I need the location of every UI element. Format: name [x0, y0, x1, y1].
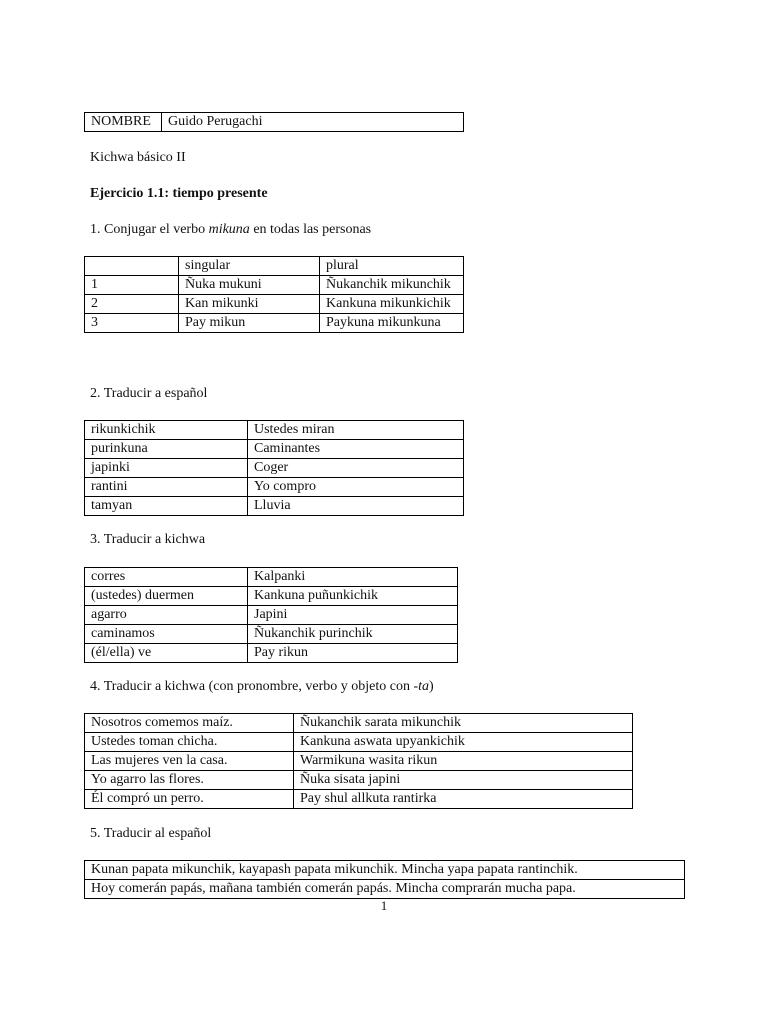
- table-cell: Ñukanchik mikunchik: [320, 276, 464, 295]
- page-number: 1: [380, 898, 388, 913]
- section-4-title: [90, 678, 434, 696]
- table-cell: 1: [85, 276, 179, 295]
- section-3-title: 3. Traducir a kichwa: [90, 532, 206, 547]
- table-cell: (ustedes) duermen: [85, 587, 248, 606]
- table-cell: (él/ella) ve: [85, 644, 248, 663]
- table-row: [85, 587, 458, 606]
- table-row: [85, 714, 633, 733]
- table-cell: Warmikuna wasita rikun: [294, 752, 633, 771]
- section-5-title: 5. Traducir al español: [90, 826, 212, 841]
- section-1-title-post: en todas las personas: [249, 222, 372, 237]
- table-row: [85, 606, 458, 625]
- table-row: [85, 733, 633, 752]
- table-row: [85, 625, 458, 644]
- table-row: [85, 880, 685, 899]
- table-cell: Yo agarro las flores.: [85, 771, 294, 790]
- table-cell: Ñuka mukuni: [179, 276, 320, 295]
- table-cell: caminamos: [85, 625, 248, 644]
- table-cell: Pay shul allkuta rantirka: [294, 790, 633, 809]
- section-1-title: [90, 221, 371, 239]
- table-cell: [85, 257, 179, 276]
- course-title: Kichwa básico II: [90, 150, 186, 165]
- table-cell: Ñukanchik purinchik: [248, 625, 458, 644]
- section-1-verb: mikuna: [208, 222, 250, 237]
- table-cell: Nosotros comemos maíz.: [85, 714, 294, 733]
- table-cell: Japini: [248, 606, 458, 625]
- exercise-title: Ejercicio 1.1: tiempo presente: [90, 186, 268, 201]
- table-cell: Kalpanki: [248, 568, 458, 587]
- table-cell: Paykuna mikunkuna: [320, 314, 464, 333]
- table-row: [85, 752, 633, 771]
- table-cell: Kan mikunki: [179, 295, 320, 314]
- name-table: [84, 112, 464, 132]
- table-cell: tamyan: [85, 497, 248, 516]
- table-cell: Hoy comerán papás, mañana también comerán papás. Mincha comprarán mucha papa.: [85, 880, 685, 899]
- section-4-title-pre: 4. Traducir a kichwa (con pronombre, verbo y objeto con: [90, 679, 414, 694]
- table-cell: corres: [85, 568, 248, 587]
- table-cell: plural: [320, 257, 464, 276]
- table-cell: japinki: [85, 459, 248, 478]
- table-cell: Ustedes miran: [248, 421, 464, 440]
- table-row: [85, 295, 464, 314]
- table-cell: Caminantes: [248, 440, 464, 459]
- table-row: [85, 568, 458, 587]
- table-cell: Kunan papata mikunchik, kayapash papata mikunchik. Mincha yapa papata rantinchik.: [85, 861, 685, 880]
- table-row: [85, 459, 464, 478]
- table-cell: Kankuna puñunkichik: [248, 587, 458, 606]
- table-cell: rantini: [85, 478, 248, 497]
- name-value: Guido Perugachi: [162, 113, 464, 132]
- table-cell: Kankuna aswata upyankichik: [294, 733, 633, 752]
- table-cell: 3: [85, 314, 179, 333]
- table-row: [85, 440, 464, 459]
- table-row: [85, 497, 464, 516]
- section-1-title-pre: 1. Conjugar el verbo: [90, 222, 209, 237]
- table-cell: rikunkichik: [85, 421, 248, 440]
- sentence-translation-table: [84, 713, 633, 809]
- table-row: [85, 644, 458, 663]
- table-cell: 2: [85, 295, 179, 314]
- table-cell: Lluvia: [248, 497, 464, 516]
- translate-to-spanish-table: [84, 420, 464, 516]
- conjugation-table: [84, 256, 464, 333]
- table-row: [85, 314, 464, 333]
- table-row: [85, 771, 633, 790]
- table-cell: Él compró un perro.: [85, 790, 294, 809]
- section-4-title-post: ): [429, 679, 434, 694]
- table-row: [85, 421, 464, 440]
- table-cell: Kankuna mikunkichik: [320, 295, 464, 314]
- table-row: [85, 790, 633, 809]
- table-cell: Ustedes toman chicha.: [85, 733, 294, 752]
- paragraph-translation-table: [84, 860, 685, 899]
- table-cell: Ñukanchik sarata mikunchik: [294, 714, 633, 733]
- table-cell: Yo compro: [248, 478, 464, 497]
- table-row: [85, 257, 464, 276]
- section-2-title: 2. Traducir a español: [90, 386, 208, 401]
- table-cell: purinkuna: [85, 440, 248, 459]
- table-cell: Ñuka sisata japini: [294, 771, 633, 790]
- name-label: NOMBRE: [85, 113, 162, 132]
- table-row: [85, 276, 464, 295]
- table-cell: Pay rikun: [248, 644, 458, 663]
- table-cell: Coger: [248, 459, 464, 478]
- table-cell: agarro: [85, 606, 248, 625]
- table-row: [85, 861, 685, 880]
- table-row: [85, 478, 464, 497]
- section-4-suffix: -ta: [413, 679, 430, 694]
- table-cell: singular: [179, 257, 320, 276]
- table-cell: Pay mikun: [179, 314, 320, 333]
- table-cell: Las mujeres ven la casa.: [85, 752, 294, 771]
- translate-to-kichwa-table: [84, 567, 458, 663]
